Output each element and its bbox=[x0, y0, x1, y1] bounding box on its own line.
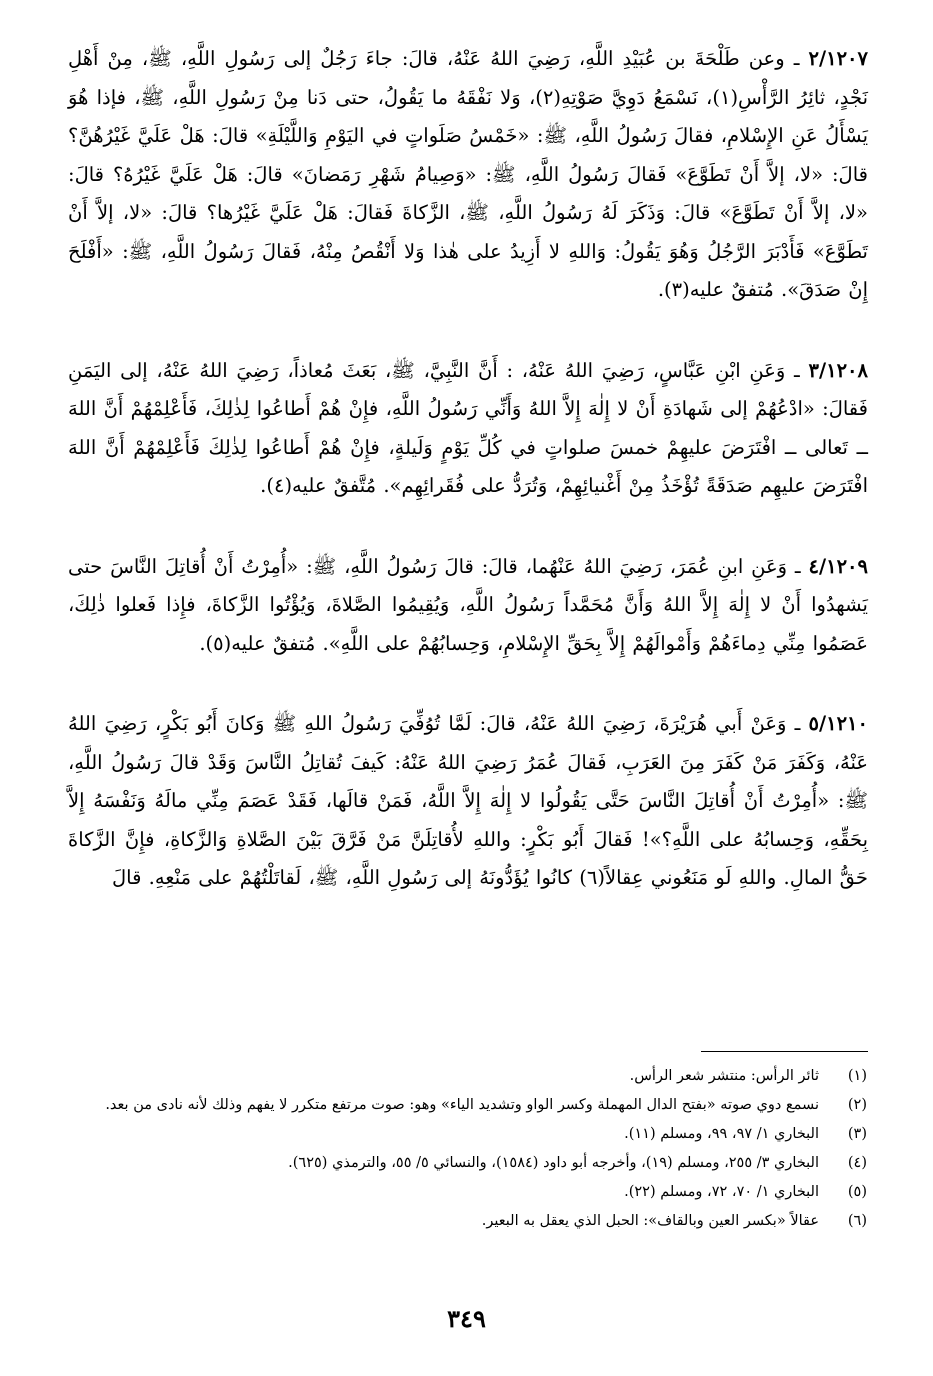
footnote-text: ثائر الرأس: منتشر شعر الرأس. bbox=[629, 1068, 819, 1084]
hadith-number: ٢/١٢٠٧ bbox=[808, 47, 868, 70]
footnote-2 bbox=[68, 1091, 871, 1120]
footnote-6 bbox=[68, 1207, 871, 1236]
hadith-number: ٥/١٢١٠ bbox=[808, 712, 868, 735]
footnote-number: (٥) bbox=[847, 1184, 867, 1200]
footnote-text: نسمع دوي صوته «بفتح الدال المهملة وكسر الواو وتشديد الياء» وهو: صوت مرتفع متكرر لا يفهم وذلك لأنه نادى من بعد. bbox=[105, 1097, 819, 1113]
footnote-number: (١) bbox=[847, 1068, 867, 1084]
footnote-divider bbox=[701, 1051, 868, 1052]
page-body bbox=[68, 40, 868, 940]
footnote-text: البخاري ٣/ ٢٥٥، ومسلم (١٩)، وأخرجه أبو داود (١٥٨٤)، والنسائي ٥/ ٥٥، والترمذي (٦٢٥). bbox=[288, 1155, 819, 1171]
hadith-text: ـ وَعَنِ ابنِ عُمَرَ، رَضِيَ اللهُ عَنْهُما، قالَ: قالَ رَسُولُ اللَّهِ، ﷺ: «أُمِرْتُ أَنْ أُقاتِلَ النَّاسَ حتى يَشهدُوا أَنْ لا إِلٰهَ إِلاَّ اللهُ وَأَنَّ مُحَمَّداً رَسُولُ اللَّهِ، وَيُقِيمُوا الصَّلاةَ، وَيُؤْتُوا الزَّكاةَ، فإِذا فَعلوا ذٰلِكَ، عَصَمُوا مِنِّي دِماءَهُمْ وَأَمْوالَهُمْ إِلاَّ بِحَقِّ الإِسْلامِ، وَحِسابُهُمْ على اللَّهِ». مُتفقٌ عليه(٥). bbox=[68, 554, 868, 655]
page-number: ٣٤٩ bbox=[447, 1304, 486, 1333]
footnote-5 bbox=[68, 1178, 871, 1207]
hadith-1208 bbox=[68, 352, 868, 506]
hadith-number: ٣/١٢٠٨ bbox=[808, 358, 868, 382]
footnote-text: عقالاً «بكسر العين وبالقاف»: الحبل الذي يعقل به البعير. bbox=[481, 1213, 819, 1229]
footnote-number: (٣) bbox=[847, 1126, 867, 1142]
footnote-number: (٢) bbox=[847, 1097, 867, 1113]
hadith-1207 bbox=[68, 40, 868, 310]
footnote-text: البخاري ١/ ٩٧، ٩٩، ومسلم (١١). bbox=[624, 1126, 819, 1142]
footnote-3 bbox=[68, 1120, 871, 1149]
hadith-1210 bbox=[68, 705, 868, 898]
footnote-text: البخاري ١/ ٧٠، ٧٢، ومسلم (٢٢). bbox=[624, 1184, 819, 1200]
footnote-number: (٤) bbox=[847, 1155, 867, 1171]
hadith-text: ـ وَعَنْ أَبي هُرَيْرَةَ، رَضِيَ اللهُ عَنْهُ، قالَ: لَمَّا تُوُفِّيَ رَسُولُ اللهِ ﷺ وَكانَ أَبُو بَكْرٍ، رَضِيَ اللهُ عَنْهُ، وَكَفَرَ مَنْ كَفَرَ مِنَ العَرَبِ، فَقالَ عُمَرُ رَضِيَ اللهُ عَنْهُ: كَيفَ تُقاتِلُ النَّاسَ وَقَدْ قالَ رَسُولُ اللَّهِ، ﷺ: «أُمِرْتُ أَنْ أُقاتِلَ النَّاسَ حَتَّى يَقُولُوا لا إِلٰهَ إِلاَّ اللَّهُ، فَمَنْ قالَها، فَقَدْ عَصَمَ مِنِّي مالَهُ وَنَفْسَهُ إِلاَّ بِحَقِّهِ، وَحِسابُهُ على اللَّهِ؟»! فَقالَ أَبُو بَكْرٍ: واللهِ لأُقاتِلَنَّ مَنْ فَرَّقَ بَيْنَ الصَّلاةِ وَالزَّكاةِ، فإِنَّ الزَّكاةَ حَقُّ المالِ. واللهِ لَو مَنَعُوني عِقالاً(٦) كانُوا يُؤَدُّونَهُ إلى رَسُولِ اللَّهِ، ﷺ، لَقاتَلْتُهُمْ على مَنْعِهِ. قالَ bbox=[68, 712, 868, 889]
footnote-1 bbox=[68, 1062, 871, 1091]
footnotes bbox=[68, 1062, 871, 1236]
footnote-number: (٦) bbox=[847, 1213, 867, 1229]
hadith-text: ـ وعن طَلْحَةَ بن عُبَيْدِ اللَّهِ، رَضِيَ اللهُ عَنْهُ، قالَ: جاءَ رَجُلٌ إلى رَسُولِ اللَّهِ، ﷺ، مِنْ أَهْلِ نَجْدٍ، ثائِرُ الرَّأْسِ(١)، نَسْمَعُ دَوِيَّ صَوْتِهِ(٢)، وَلا نَفْقَهُ ما يَقُولُ، حتى دَنا مِنْ رَسُولِ اللَّهِ، ﷺ، فإذا هُوَ يَسْأَلُ عَنِ الإِسْلامِ، فقالَ رَسُولُ اللَّهِ، ﷺ: «خَمْسُ صَلَواتٍ في اليَوْمِ وَاللَّيْلَةِ» قالَ: هَلْ عَلَيَّ غَيْرُهُنَّ؟ قالَ: «لا، إلاَّ أَنْ تَطَوَّعَ» فَقالَ رَسُولُ اللَّهِ، ﷺ: «وَصِيامُ شَهْرِ رَمَضانَ» قالَ: هَلْ عَلَيَّ غَيْرُهُ؟ قالَ: «لا، إلاَّ أَنْ تَطَوَّعَ» قالَ: وَذَكَرَ لَهُ رَسُولُ اللَّهِ، ﷺ، الزَّكاةَ فَقالَ: هَلْ عَلَيَّ غَيْرُها؟ قالَ: «لا، إلاَّ أَنْ تَطَوَّعَ» فَأَدْبَرَ الرَّجُلُ وَهُوَ يَقُولُ: وَاللهِ لا أَزِيدُ على هٰذا وَلا أَنْقُصُ مِنْهُ، فَقالَ رَسُولُ اللَّهِ، ﷺ: «أَفْلَحَ إِنْ صَدَقَ». مُتفقٌ عليه(٣). bbox=[68, 47, 868, 301]
footnote-4 bbox=[68, 1149, 871, 1178]
hadith-1209 bbox=[68, 548, 868, 664]
hadith-number: ٤/١٢٠٩ bbox=[808, 554, 868, 578]
hadith-text: ـ وَعَنِ ابْنِ عَبَّاسٍ، رَضِيَ اللهُ عَنْهُ، : أَنَّ النَّبِيَّ، ﷺ، بَعَثَ مُعاذاً، رَضِيَ اللهُ عَنْهُ، إلى اليَمَنِ فَقالَ: «ادْعُهُمْ إلى شَهادَةِ أَنْ لا إِلٰهَ إِلاَّ اللهُ وَأَنِّي رَسُولُ اللَّهِ، فإِنْ هُمْ أَطاعُوا لِذٰلِكَ، فَأَعْلِمْهُمْ أَنَّ اللهَ ــ تَعالى ــ افْتَرَضَ عليهِمْ خمسَ صلواتٍ في كُلِّ يَوْمٍ وَلَيلةٍ، فإِنْ هُمْ أَطاعُوا لِذٰلِكَ فَأَعْلِمْهُمْ أَنَّ اللهَ افْتَرَضَ عليهِم صَدَقَةً تُؤْخَذُ مِنْ أَغْنيائِهِمْ، وَتُرَدُّ على فُقَرائِهِم». مُتَّفقٌ عليه(٤). bbox=[68, 358, 868, 497]
